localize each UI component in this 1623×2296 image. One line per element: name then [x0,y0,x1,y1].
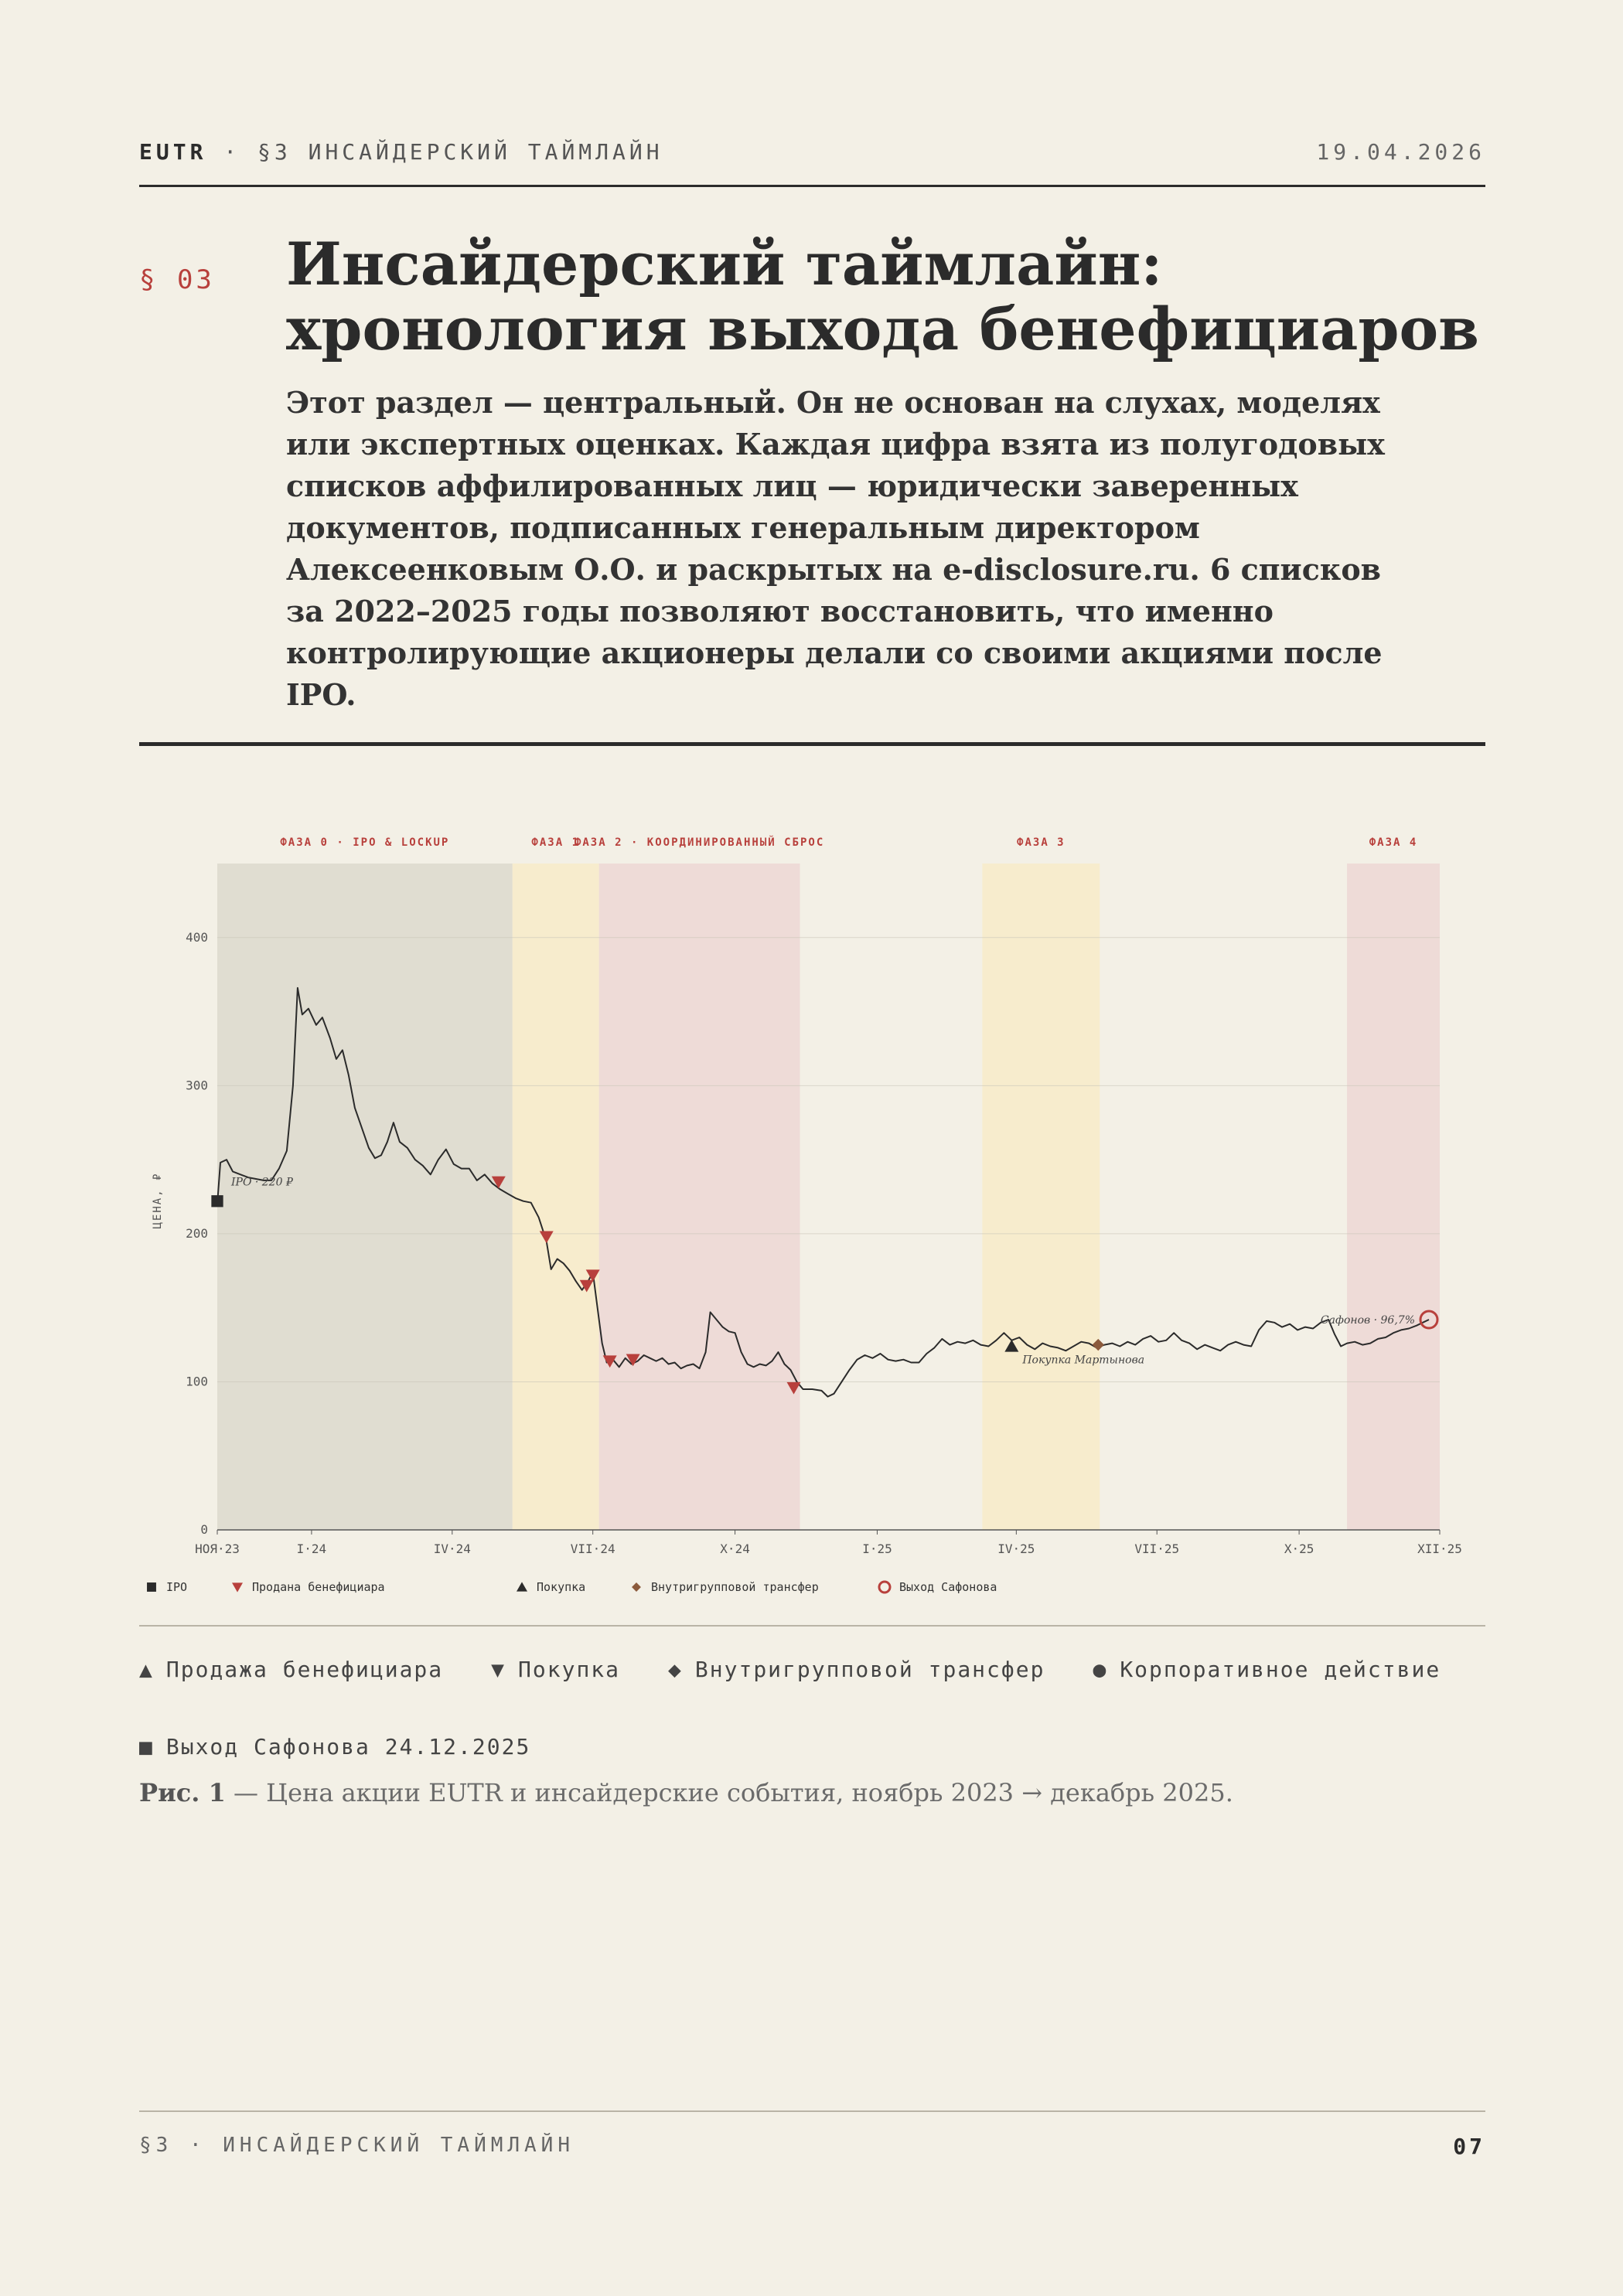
buy-marker [517,1582,527,1591]
x-tick-label: X·25 [1284,1541,1314,1556]
y-tick-label: 0 [200,1522,208,1537]
x-tick-label: VII·25 [1134,1541,1180,1556]
phase-band [217,864,513,1530]
header-brand: EUTR [139,139,207,165]
key-corporate-label: Корпоративное действие [1120,1657,1441,1682]
legend-label: IPO [166,1580,188,1594]
key-item-transfer [668,1657,1045,1682]
key-item-buy [491,1657,620,1682]
header-section: · §3 ИНСАЙДЕРСКИЙ ТАЙМЛАЙН [223,139,663,165]
x-tick-label: VII·24 [570,1541,615,1556]
footer-divider [139,2110,1485,2112]
event-annotation: IPO · 220 ₽ [231,1176,293,1189]
phase-band [513,864,599,1530]
phase-band [1347,864,1440,1530]
y-tick-label: 300 [186,1078,208,1093]
phase-label: ФАЗА 1 [531,836,581,849]
dot-icon: ● [1093,1657,1108,1682]
x-tick-label: I·24 [296,1541,327,1556]
phase-label: ФАЗА 2 · КООРДИНИРОВАННЫЙ СБРОС [574,836,825,849]
phase-bands [217,836,1440,1530]
legend-divider [139,1625,1485,1627]
phase-label: ФАЗА 0 · IPO & LOCKUP [280,836,450,849]
x-tick-label: IV·24 [433,1541,471,1556]
triangle-up-icon: ▲ [139,1657,154,1682]
chart-legend [147,1580,997,1594]
ipo-marker [147,1582,156,1592]
caption-label: Рис. 1 [139,1778,226,1807]
y-tick-label: 200 [186,1225,208,1241]
footer-section: §3 · ИНСАЙДЕРСКИЙ ТАЙМЛАЙН [139,2134,575,2157]
key-buy-label: Покупка [518,1657,621,1682]
triangle-down-icon: ▼ [491,1657,506,1682]
key-item-corporate [1093,1657,1441,1682]
x-tick-label: IV·25 [997,1541,1035,1556]
page-number: 07 [1453,2134,1485,2159]
exit-marker [879,1582,890,1593]
key-item-exit [139,1734,530,1759]
phase-band [599,864,800,1530]
y-tick-label: 100 [186,1374,208,1389]
header-left [139,139,663,165]
x-tick-label: I·25 [862,1541,892,1556]
legend-label: Продана бенефициара [252,1580,385,1594]
diamond-icon: ◆ [668,1657,683,1682]
phase-label: ФАЗА 4 [1369,836,1418,849]
legend-label: Покупка [537,1580,586,1594]
legend-label: Выход Сафонова [899,1580,997,1594]
phase-band [982,864,1100,1530]
event-annotation: Покупка Мартынова [1022,1354,1145,1367]
x-tick-label: X·24 [720,1541,750,1556]
y-axis-title: ЦЕНА, ₽ [152,1172,164,1229]
event-annotation: Сафонов · 96,7% [1320,1313,1416,1327]
square-icon: ■ [139,1734,154,1759]
sale-marker [232,1582,243,1592]
price-chart [139,819,1485,1616]
section-number: § 03 [139,264,215,295]
ipo-marker [211,1195,223,1207]
key-transfer-label: Внутригрупповой трансфер [694,1657,1045,1682]
figure-caption [139,1778,1233,1807]
page-header [139,139,1485,187]
phase-label: ФАЗА 3 [1017,836,1066,849]
x-tick-label: НОЯ·23 [195,1541,240,1556]
caption-text: — Цена акции EUTR и инсайдерские события, ноябрь 2023 → декабрь 2025. [225,1778,1233,1807]
key-exit-label: Выход Сафонова 24.12.2025 [165,1734,531,1759]
x-tick-label: XII·25 [1417,1541,1462,1556]
key-item-sale [139,1657,443,1682]
key-sale-label: Продажа бенефициара [165,1657,444,1682]
event-key [139,1657,1485,1682]
legend-label: Внутригрупповой трансфер [651,1580,819,1594]
section-divider [139,742,1485,746]
transfer-marker [632,1582,641,1592]
page-title: Инсайдерский таймлайн: хронология выхода бенефициаров [286,230,1479,363]
header-date: 19.04.2026 [1316,139,1485,165]
y-tick-label: 400 [186,929,208,945]
lead-paragraph: Этот раздел — центральный. Он не основан на слухах, моделях или экспертных оценках. Каждая цифра взята из полугодовых списков аффилированных лиц — юридически заверенных документов, подписанных генеральным директором Алексеенковым О.О. и раскрытых на e-disclosure.ru. 6 списков за 2022–2025 годы позволяют восстановить, что именно контролирующие акционеры делали со своими акциями после IPO. [286,385,1385,712]
